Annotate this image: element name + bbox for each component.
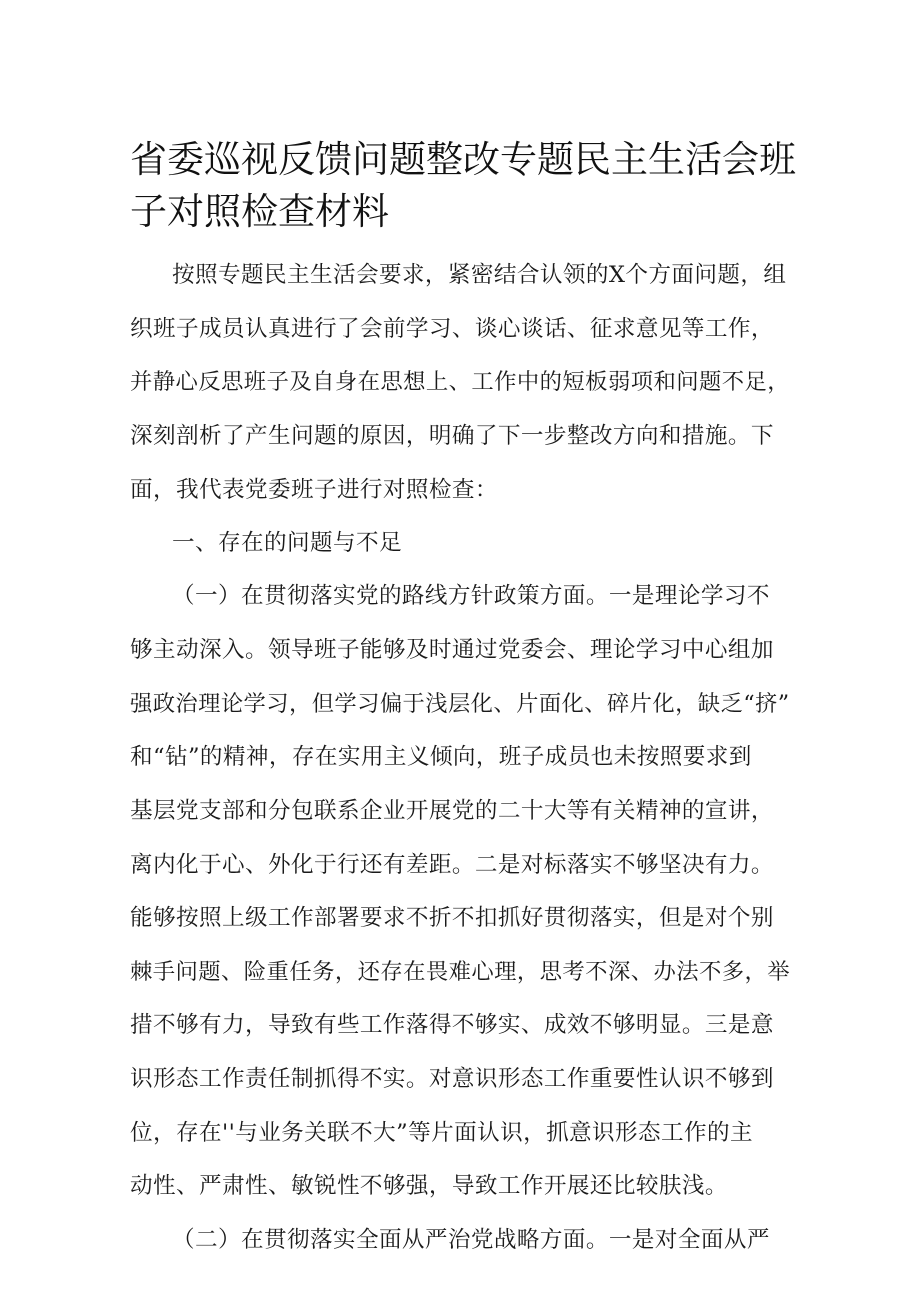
document-title	[130, 134, 796, 238]
body-line: 离内化于心、外化于行还有差距。二是对标落实不够坚决有力。	[130, 852, 774, 878]
body-line: 识形态工作责任制抓得不实。对意识形态工作重要性认识不够到	[130, 1066, 774, 1092]
body-line: 并静心反思班子及自身在思想上、工作中的短板弱项和问题不足，	[130, 369, 791, 395]
body-line: 措不够有力，导致有些工作落得不够实、成效不够明显。三是意	[130, 1012, 774, 1038]
body-line: 织班子成员认真进行了会前学习、谈心谈话、征求意见等工作，	[130, 316, 774, 342]
body-line: 面，我代表党委班子进行对照检查：	[130, 477, 498, 503]
body-line: 和“钻”的精神，存在实用主义倾向，班子成员也未按照要求到	[130, 744, 752, 770]
body-line: 按照专题民主生活会要求，紧密结合认领的X个方面问题，组	[172, 262, 787, 288]
body-line: 深刻剖析了产生问题的原因，明确了下一步整改方向和措施。下	[130, 423, 774, 449]
body-line: （一）在贯彻落实党的路线方针政策方面。一是理论学习不	[172, 583, 770, 609]
body-line: （二）在贯彻落实全面从严治党战略方面。一是对全面从严	[172, 1227, 770, 1253]
body-line: 位，存在''与业务关联不大”等片面认识，抓意识形态工作的主	[130, 1120, 754, 1146]
body-line: 能够按照上级工作部署要求不折不扣抓好贯彻落实，但是对个别	[130, 905, 774, 931]
body-line: 够主动深入。领导班子能够及时通过党委会、理论学习中心组加	[130, 637, 774, 663]
body-line: 动性、严肃性、敏锐性不够强，导致工作开展还比较肤浅。	[130, 1173, 728, 1199]
title-line-1: 省委巡视反馈问题整改专题民主生活会班	[130, 138, 796, 181]
body-line: 基层党支部和分包联系企业开展党的二十大等有关精神的宣讲，	[130, 798, 774, 824]
body-line: 棘手问题、险重任务，还存在畏难心理，思考不深、办法不多，举	[130, 959, 791, 985]
body-line: 强政治理论学习，但学习偏于浅层化、片面化、碎片化，缺乏“挤”	[130, 691, 790, 717]
section-heading: 一、存在的问题与不足	[172, 530, 402, 556]
title-line-2: 子对照检查材料	[130, 190, 389, 233]
